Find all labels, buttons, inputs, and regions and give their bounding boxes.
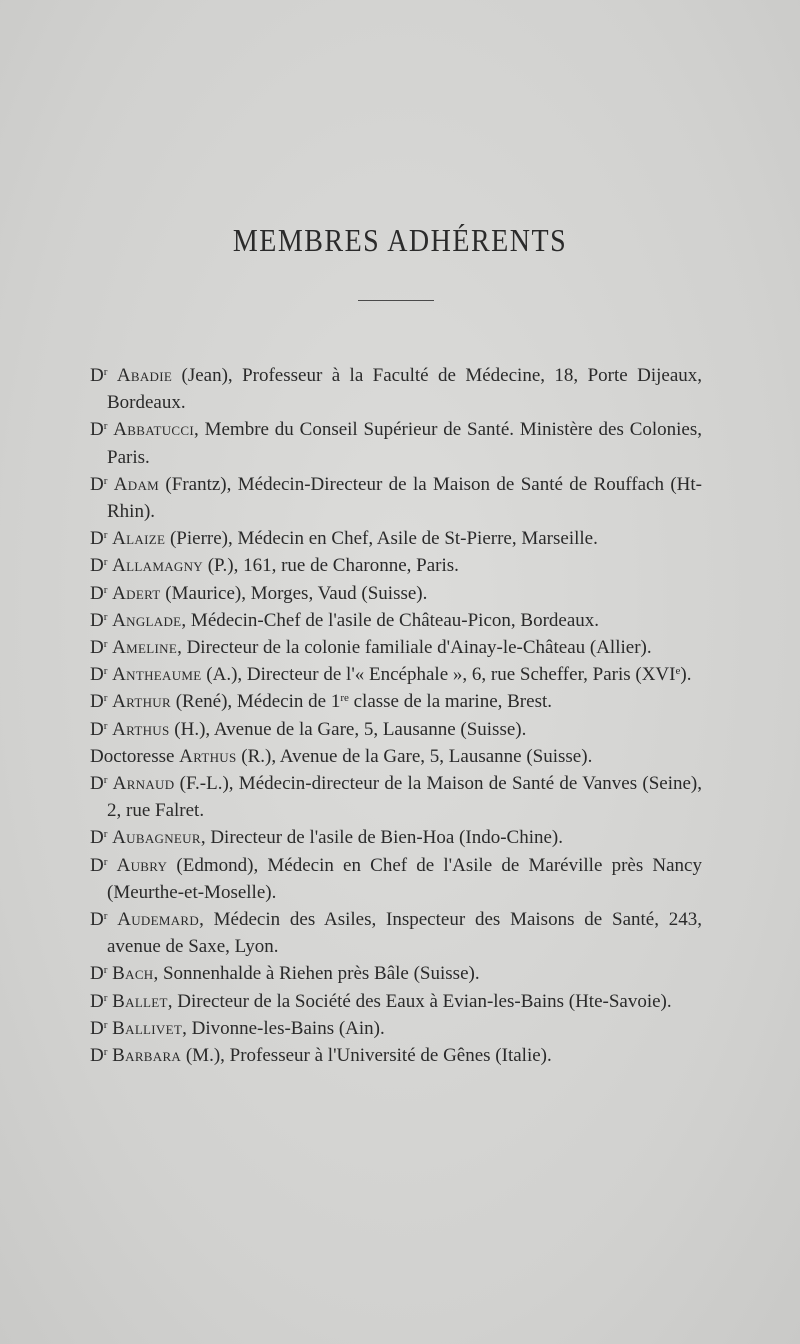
ordinal-superscript: re [340, 692, 349, 705]
member-list [90, 362, 702, 1069]
member-details: , Médecin des Asiles, Inspecteur des Maisons de Santé, 243, avenue de Saxe, Lyon. [107, 909, 703, 958]
entry-prefix-text: D [90, 664, 104, 686]
entry-title-prefix [90, 746, 179, 767]
entry-prefix-superscript: r [103, 1018, 108, 1031]
member-details: (M.), Professeur à l'Université de Gênes (Italie). [181, 1045, 552, 1067]
member-details: (René), Médecin de 1 [170, 691, 341, 713]
entry-title-prefix [90, 1018, 112, 1039]
entry-prefix-text: D [90, 718, 104, 740]
member-details: , Directeur de l'asile de Bien-Hoa (Indo-Chine). [200, 827, 563, 849]
entry-title-prefix [90, 963, 112, 984]
member-details: (F.-L.), Médecin-directeur de la Maison de Santé de Vanves (Seine), 2, rue Falret. [107, 773, 703, 822]
member-entry [90, 1015, 702, 1042]
entry-prefix-text: D [90, 827, 104, 849]
entry-prefix-text: D [90, 854, 104, 876]
member-details: , Directeur de la Société des Eaux à Evian-les-Bains (Hte-Savoie). [167, 990, 672, 1012]
entry-title-prefix [90, 610, 112, 631]
member-details: (H.), Avenue de la Gare, 5, Lausanne (Suisse). [169, 718, 527, 740]
member-surname: Ballet [112, 990, 168, 1012]
entry-title-prefix [90, 855, 117, 876]
entry-prefix-text: D [90, 691, 104, 713]
entry-prefix-text: D [90, 419, 104, 441]
member-surname: Arnaud [112, 773, 175, 795]
member-entry [90, 716, 702, 743]
entry-title-prefix [90, 637, 112, 658]
member-entry [90, 852, 702, 906]
entry-prefix-text: Doctoresse [90, 745, 180, 767]
member-entry [90, 743, 702, 770]
entry-title-prefix [90, 583, 112, 604]
member-surname: Arthus [112, 718, 170, 740]
member-details: (A.), Directeur de l'« Encéphale », 6, rue Scheffer, Paris (XVI [201, 664, 676, 686]
entry-title-prefix [90, 991, 112, 1012]
member-surname: Audemard [117, 909, 200, 931]
member-entry [90, 552, 702, 579]
member-entry [90, 416, 702, 470]
entry-prefix-superscript: r [103, 910, 108, 923]
entry-prefix-superscript: r [103, 828, 108, 841]
member-surname: Bach [112, 963, 154, 985]
entry-prefix-text: D [90, 773, 104, 795]
member-details: (P.), 161, rue de Charonne, Paris. [202, 555, 459, 577]
entry-prefix-text: D [90, 365, 104, 386]
entry-prefix-text: D [90, 637, 104, 659]
entry-title-prefix [90, 691, 112, 712]
entry-prefix-superscript: r [103, 474, 108, 487]
member-entry [90, 362, 702, 416]
entry-prefix-superscript: r [103, 692, 108, 705]
member-details: (Frantz), Médecin-Directeur de la Maison de Santé de Rouffach (Ht-Rhin). [107, 473, 702, 523]
entry-title-prefix [90, 474, 114, 495]
entry-prefix-superscript: r [103, 583, 108, 596]
member-surname: Arthus [179, 745, 237, 767]
entry-title-prefix [90, 719, 112, 740]
member-surname: Anglade [112, 609, 182, 631]
entry-prefix-superscript: r [103, 556, 108, 569]
entry-title-prefix [90, 528, 112, 549]
entry-title-prefix [90, 773, 113, 794]
entry-title-prefix [90, 1045, 112, 1066]
member-details: (Pierre), Médecin en Chef, Asile de St-Pierre, Marseille. [165, 528, 598, 550]
entry-title-prefix [90, 664, 112, 685]
entry-prefix-superscript: r [103, 774, 108, 787]
member-entry [90, 525, 702, 552]
entry-prefix-superscript: r [103, 529, 108, 542]
entry-prefix-superscript: r [103, 366, 108, 378]
entry-prefix-text: D [90, 1045, 104, 1067]
member-entry [90, 988, 702, 1015]
member-entry [90, 906, 702, 960]
entry-prefix-text: D [90, 909, 104, 931]
member-surname: Ballivet [112, 1017, 183, 1039]
entry-prefix-superscript: r [103, 964, 108, 977]
entry-prefix-text: D [90, 609, 104, 631]
member-surname: Barbara [112, 1045, 182, 1067]
member-entry [90, 607, 702, 634]
entry-prefix-text: D [90, 528, 104, 550]
entry-title-prefix [90, 555, 112, 576]
member-entry [90, 688, 702, 715]
entry-prefix-superscript: r [103, 610, 108, 623]
entry-title-prefix [90, 827, 112, 848]
member-surname: Aubry [116, 854, 168, 876]
member-details: (Edmond), Médecin en Chef de l'Asile de Maréville près Nancy (Meurthe-et-Moselle). [107, 854, 702, 903]
member-details-continued: classe de la marine, Brest. [348, 691, 552, 713]
member-details: (Jean), Professeur à la Faculté de Médecine, 18, Porte Dijeaux, Bordeaux. [107, 365, 703, 414]
member-entry [90, 770, 702, 824]
entry-title-prefix [90, 909, 117, 930]
member-entry [90, 661, 702, 688]
member-surname: Adam [113, 473, 160, 495]
member-surname: Abadie [116, 365, 173, 386]
entry-prefix-superscript: r [103, 420, 108, 433]
member-entry [90, 960, 702, 987]
member-surname: Arthur [112, 691, 171, 713]
member-entry [90, 471, 702, 525]
member-details: , Divonne-les-Bains (Ain). [182, 1017, 385, 1039]
entry-prefix-superscript: r [103, 665, 108, 678]
member-surname: Abbatucci [113, 419, 194, 441]
member-entry [90, 580, 702, 607]
member-surname: Ameline [112, 637, 178, 659]
entry-prefix-text: D [90, 1017, 104, 1039]
entry-prefix-superscript: r [103, 638, 108, 651]
member-details: , Médecin-Chef de l'asile de Château-Picon, Bordeaux. [181, 609, 600, 631]
member-details: , Membre du Conseil Supérieur de Santé. Ministère des Colonies, Paris. [107, 419, 703, 468]
member-entry [90, 634, 702, 661]
member-details-continued: ). [680, 664, 692, 686]
entry-prefix-text: D [90, 473, 104, 495]
member-surname: Adert [112, 582, 161, 604]
entry-prefix-superscript: r [103, 1046, 108, 1059]
member-surname: Alaize [112, 528, 166, 550]
title-divider [358, 300, 434, 301]
member-details: , Directeur de la colonie familiale d'Ainay-le-Château (Allier). [177, 637, 652, 659]
entry-prefix-text: D [90, 582, 104, 604]
member-surname: Allamagny [112, 555, 203, 577]
member-surname: Aubagneur [112, 827, 201, 849]
entry-prefix-superscript: r [103, 855, 108, 868]
member-details: , Sonnenhalde à Riehen près Bâle (Suisse). [153, 963, 480, 985]
member-details: (R.), Avenue de la Gare, 5, Lausanne (Suisse). [236, 745, 593, 767]
entry-prefix-text: D [90, 963, 104, 985]
entry-prefix-text: D [90, 990, 104, 1012]
entry-prefix-superscript: r [103, 991, 108, 1004]
page-title: MEMBRES ADHÉRENTS [232, 224, 568, 259]
member-entry [90, 824, 702, 851]
member-details: (Maurice), Morges, Vaud (Suisse). [160, 582, 428, 604]
entry-prefix-text: D [90, 555, 104, 577]
entry-title-prefix [90, 365, 117, 386]
entry-title-prefix [90, 419, 113, 440]
member-entry [90, 1042, 702, 1069]
ordinal-superscript: e [675, 665, 681, 678]
member-surname: Antheaume [112, 664, 202, 686]
entry-prefix-superscript: r [103, 719, 108, 732]
